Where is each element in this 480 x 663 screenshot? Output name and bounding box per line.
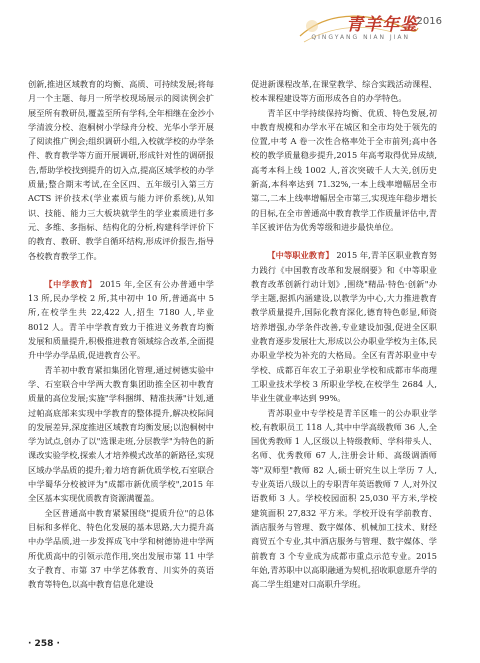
page-number: · 258 · bbox=[28, 639, 60, 649]
left-column bbox=[28, 77, 214, 591]
section-paragraph bbox=[251, 248, 437, 405]
paragraph: 青苏职业中专学校是青羊区唯一的公办职业学校,有教职员工 118 人,其中中学高级教师 36 人,全国优秀教师 1 人,区级以上特级教师、学科带头人、名师、优秀教师 67 人,注册会计师、高级调酒师等"双师型"教师 82 人,硕士研究生以上学历 7 人,专业英语八级以上的专职青年英语教师 7 人,对外汉语教师 3 人。学校校园面积 25,030 平方米,学校建筑面积 27,832 平方米。学校开设有学前教育、酒店服务与管理、数字媒体、机械加工技术、财经商贸五个专业,其中酒店服务与管理、数字媒体、学前教育 3 个专业成为成都市重点示范专业。2015 年始,青苏职中以高职融通为契机,招收职意愿升学的高二学生组建对口高职升学班。 bbox=[251, 407, 437, 590]
section-label-secondary-education: 【中学教育】 bbox=[44, 278, 97, 289]
paragraph: 创新,推进区域教育的均衡、高质、可持续发展;将每月一个主题、每月一所学校现场展示的阅读例会扩展至所有教研员,覆盖至所有学科,全年相继在金沙小学清波分校、泡桐树小学绿舟分校、光华小学开展了阅读推广例会;组织调研小组,入校就学校的办学条件、教育教学等方面开展调研,形成针对性的调研报告,帮助学校找到提升的切入点,提高区域学校的办学质量;整合期末考试,在全区四、五年级引入第三方 ACTS 评价技术(学业素质与能力评价系统),从知识、技能、能力三大板块就学生的学业素质进行多元、多维、多指标、结构化的分析,构建科学评价下的教育、教研、教学自循环结构,形成评价报告,指导各校教育教学工作。 bbox=[28, 79, 214, 261]
paragraph: 全区普通高中教育紧紧围绕"提质升位"的总体目标和多样化、特色化发展的基本思路,大力提升高中办学品质,进一步发挥成飞中学和树德协进中学两所优质高中的引领示范作用,突出发展市第 11 中学女子教育、市第 37 中学艺体教育、川实外的英语教育等特色,以高中教育信息化建设 bbox=[28, 507, 214, 590]
paragraph: 青羊初中教育紧扣集团化管理,通过树德实验中学、石室联合中学两大教育集团助推全区初中教育质量的高位发展;实施"学科捆绑、精准扶薄"计划,通过帕高底部来实现中学教育的整体提升,解决校际间的发展差异,深度推进区域教育均衡发展;以泡桐树中学为试点,创办了以"选课走班,分层教学"为特色的新课改实验学校,探索人才培养模式改革的新路径,实现区域办学品质的提升;着力培育新优质学校,石室联合中学蜀华分校被评为"成都市新优质学校",2015 年全区基本实现优质教育资源满覆盖。 bbox=[28, 364, 214, 504]
paragraph-text: 2015 年,青羊区职业教育努力践行《中国教育改革和发展纲要》和《中等职业教育改革创新行动计划》,围绕"精品·特色·创新"办学主题,据抓内涵建设,以教学为中心,大力推进教育教学质量提升,国际化教育深化,德育特色彰显,师资培养增强,办学条件改善,专业建设加强,促进全区职业教育逐步发展壮大,形成以公办职业学校为主体,民办职业学校为补充的大格局。全区有青苏职业中专学校、成都百年农工子弟职业学校和成都市华商理工职业技术学校 3 所职业学校,在校学生 2684 人,毕业生就业率达到 99%。 bbox=[251, 250, 437, 404]
paragraph: 促进新课程改革,在课堂教学、综合实践活动课程、校本课程建设等方面形成各自的办学特色。 bbox=[251, 79, 437, 104]
yearbook-title: 青羊年鉴 bbox=[346, 15, 418, 35]
paragraph: 青羊区中学持续保持均衡、优质、特色发展,初中教育规模和办学水平在城区和全市均处于领先的位置,中考 A 卷一次性合格率处于全市前列;高中各校的教学质量稳步提升,2015 年高考取得优异成绩,高考本科上线 1002 人,首次突破千人大关,创历史新高,本科率达到 71.32%,一本上线率增幅居全市第二,二本上线率增幅居全市第三,实现连年稳步增长的目标,在全市普通高中教育教学工作质量评估中,青羊区被评估为优秀等级和进步最快单位。 bbox=[251, 107, 437, 232]
section-label-vocational-education: 【中等职业教育】 bbox=[267, 250, 334, 261]
right-column bbox=[251, 77, 437, 591]
section-paragraph bbox=[28, 277, 214, 363]
paragraph-text: 2015 年,全区有公办普通中学 13 所,民办学校 2 所,其中初中 10 所,普通高中 5 所,在校学生共 22,422 人,招生 7180 人,毕业 8012 人。青羊中学教育致力于推进义务教育均衡发展和质量提升,积极推进教育领域综合改革,全面提升中学办学品质,促进教育公平。 bbox=[28, 278, 214, 361]
yearbook-subtitle: QINGYANG NIAN JIAN bbox=[311, 34, 410, 41]
yearbook-year: 2016 bbox=[416, 16, 442, 27]
page-header bbox=[0, 0, 480, 70]
